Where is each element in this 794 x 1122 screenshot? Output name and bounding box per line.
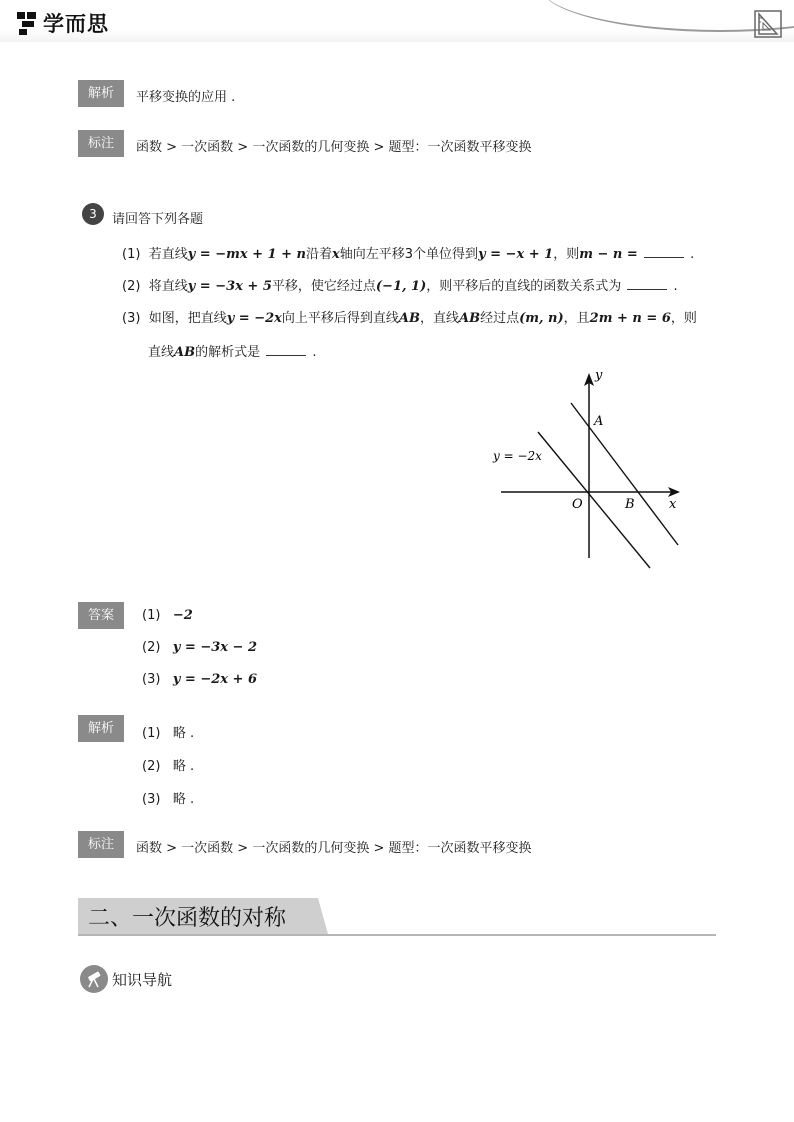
analysis-item-3: (3) 略 .	[142, 792, 195, 807]
line-ab	[571, 403, 678, 545]
knowledge-nav-label: 知识导航	[112, 971, 173, 989]
question-item-3: (3) 如图，把直线y = −2x向上平移后得到直线AB，直线AB经过点(m, n)，且2m + n = 6，则	[122, 311, 697, 326]
line-label: y = −2x	[493, 449, 542, 463]
question-item-1: (1) 若直线y = −mx + 1 + n沿着x轴向左平移3个单位得到y = −x + 1，则m − n = .	[122, 247, 695, 262]
coordinate-figure	[488, 365, 688, 575]
y-axis-label: y	[595, 368, 603, 383]
ruler-triangle-icon	[754, 10, 782, 38]
question-number-badge: 3	[82, 203, 104, 225]
question-title: 请回答下列各题	[112, 212, 204, 227]
answer-blank	[266, 343, 306, 356]
answer-tag: 答案	[78, 602, 124, 629]
point-b-label: B	[625, 497, 635, 512]
logo-icon	[16, 10, 38, 36]
logo-text: 学而思	[43, 12, 109, 36]
note-text: 函数 > 一次函数 > 一次函数的几何变换 > 题型：一次函数平移变换	[136, 140, 532, 155]
section-title: 二、一次函数的对称	[88, 906, 287, 931]
question-item-2: (2) 将直线y = −3x + 5平移，使它经过点(−1, 1)，则平移后的直线的函数关系式为 .	[122, 279, 678, 294]
analysis-tag: 解析	[78, 80, 124, 107]
analysis-tag: 解析	[78, 715, 124, 742]
answer-item-1: (1) −2	[142, 608, 193, 623]
analysis-text: 平移变换的应用 .	[136, 90, 236, 105]
question-item-3-cont: 直线AB的解析式是 .	[148, 345, 317, 360]
analysis-item-1: (1) 略 .	[142, 726, 195, 741]
answer-blank	[644, 245, 684, 258]
note-tag: 标注	[78, 130, 124, 157]
origin-label: O	[572, 497, 583, 512]
answer-item-2: (2) y = −3x − 2	[142, 640, 258, 655]
point-a-label: A	[594, 414, 604, 429]
section-divider	[78, 934, 716, 936]
answer-blank	[627, 277, 667, 290]
telescope-icon	[80, 965, 108, 993]
analysis-item-2: (2) 略 .	[142, 759, 195, 774]
answer-item-3: (3) y = −2x + 6	[142, 672, 258, 687]
x-axis-label: x	[669, 497, 677, 512]
note-tag: 标注	[78, 831, 124, 858]
note-text: 函数 > 一次函数 > 一次函数的几何变换 > 题型：一次函数平移变换	[136, 841, 532, 856]
